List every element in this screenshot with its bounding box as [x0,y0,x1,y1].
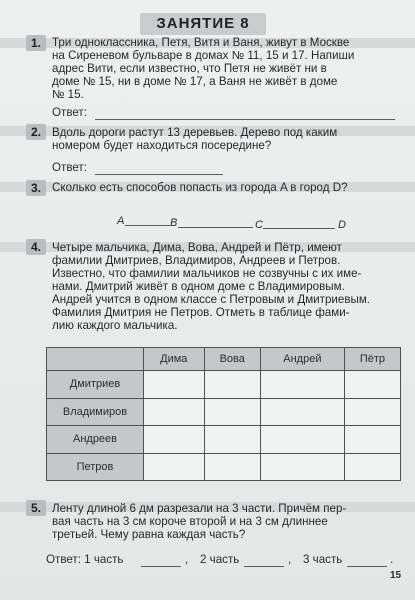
table-cell[interactable] [144,398,205,426]
row-header: Дмитриев [47,371,144,399]
task-2-text [52,126,395,152]
answer-line-part-2[interactable] [244,566,284,567]
table-cell[interactable] [344,453,400,481]
part-2-label: 2 часть [200,553,240,566]
page-number: 15 [390,570,402,581]
text-line: третьей. Чему равна каждая часть? [52,528,246,541]
part-3-label: 3 часть [303,553,343,566]
road-segment [125,225,170,226]
text-line: лию каждого мальчика. [52,319,178,332]
table-cell[interactable] [204,453,260,481]
table-cell[interactable] [204,371,260,399]
column-header: Вова [204,348,260,371]
answer-label: Ответ: [52,161,87,174]
column-header: Пётр [344,348,400,371]
table-cell[interactable] [204,398,260,426]
text-line: на Сиреневом бульваре в домах № 11, 15 и 17. Напиши [52,49,355,62]
column-header: Дима [144,348,205,371]
period-mark: . [390,553,394,566]
table-cell[interactable] [260,371,344,399]
table-corner-cell [47,348,144,371]
text-line: № 15. [52,88,84,101]
text-line: Четыре мальчика, Дима, Вова, Андрей и Пётр, имеют [52,241,342,254]
table-cell[interactable] [260,426,344,454]
road-segment [178,227,253,228]
task-1-text [52,36,395,101]
task-4-text [52,241,395,332]
table-row [47,371,401,399]
answer-label: Ответ: 1 часть [46,553,124,566]
point-b: B [170,217,178,229]
text-line: Фамилия Дмитрия не Петров. Отметь в таблице фами- [52,306,350,319]
row-header: Владимиров [47,398,144,426]
table-cell[interactable] [260,398,344,426]
text-line: адрес Вити, если известно, что Петя не живёт ни в [52,62,327,75]
point-c: C [255,219,263,231]
text-line: доме № 15, ни в доме № 17, а Ваня не живёт в доме [52,75,338,88]
text-line: Андрей учится в одном классе с Петровым и Дмитриевым. [52,293,371,306]
text-line: Вдоль дороги растут 13 деревьев. Дерево под каким [52,126,338,139]
task-number: 5. [26,500,46,516]
table-cell[interactable] [260,453,344,481]
text-line: Три одноклассника, Петя, Витя и Ваня, живут в Москве [52,36,350,49]
answer-line-part-1[interactable] [141,566,181,567]
column-header: Андрей [260,348,344,371]
text-line: Известно, что фамилии мальчиков не созвучны с их име- [52,267,362,280]
task-number: 1. [26,35,46,51]
answer-label: Ответ: [52,106,87,119]
point-d: D [338,219,346,231]
row-header: Петров [47,453,144,481]
task-number: 4. [26,239,46,255]
task-number: 3. [26,180,46,196]
task-5-text [52,502,395,541]
surname-table [46,347,401,481]
table-cell[interactable] [344,371,400,399]
text-line: Ленту длиной 6 дм разрезали на 3 части. Причём пер- [52,502,347,515]
text-line: Сколько есть способов попасть из города A в город D? [52,181,348,194]
answer-line[interactable] [95,174,223,175]
task-number: 2. [26,124,46,140]
road-segment [263,228,335,229]
comma-separator: , [185,553,189,566]
table-cell[interactable] [344,426,400,454]
lesson-title: ЗАНЯТИЕ 8 [140,13,266,35]
text-line: вая часть на 3 см короче второй и на 3 см длиннее [52,515,328,528]
answer-line[interactable] [95,119,395,120]
comma-separator: , [288,553,292,566]
table-cell[interactable] [144,453,205,481]
table-cell[interactable] [144,426,205,454]
table-cell[interactable] [344,398,400,426]
table-header-row [47,348,401,371]
text-line: номером будет находиться посередине? [52,139,272,152]
table-cell[interactable] [144,371,205,399]
text-line: нами. Дмитрий живёт в одном доме с Владимировым. [52,280,345,293]
point-a: A [117,215,125,227]
row-header: Андреев [47,426,144,454]
table-cell[interactable] [204,426,260,454]
answer-line-part-3[interactable] [347,566,387,567]
task-3-text [52,181,395,194]
table-row [47,398,401,426]
table-row [47,453,401,481]
text-line: фамилии Дмитриев, Владимиров, Андреев и Петров. [52,254,341,267]
table-row [47,426,401,454]
